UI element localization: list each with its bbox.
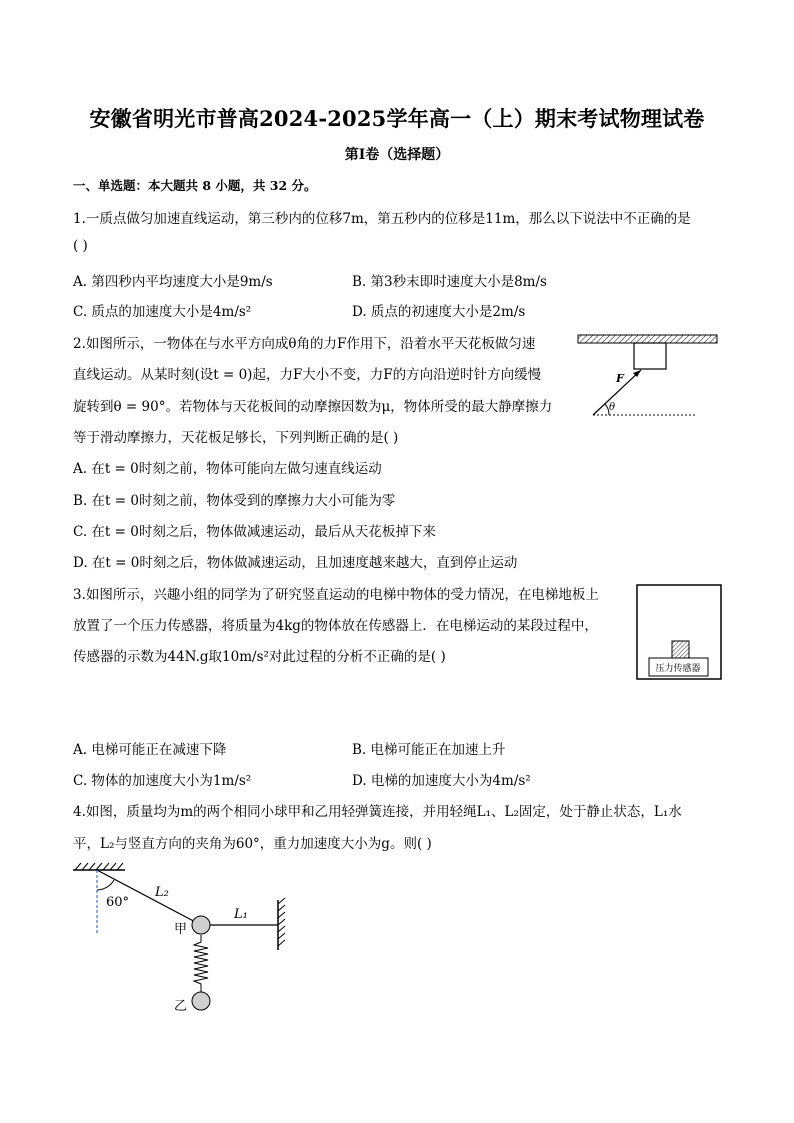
q2-ceiling-figure [575,330,720,425]
q1-option-c: C. 质点的加速度大小是4m/s² [73,304,252,320]
q3-stem-line1: 3.如图所示，兴趣小组的同学为了研究竖直运动的电梯中物体的受力情况，在电梯地板上 [73,587,599,603]
q1-stem-line2: ( ) [73,238,88,254]
l2-label: L₂ [155,885,169,900]
ball-jia [192,916,210,934]
q3-option-c: C. 物体的加速度大小为1m/s² [73,773,252,789]
force-label: F [616,372,624,385]
q2-option-c: C. 在t = 0时刻之后，物体做减速运动，最后从天花板掉下来 [73,524,436,540]
q1-option-d: D. 质点的初速度大小是2m/s [352,304,526,320]
q3-option-d: D. 电梯的加速度大小为4m/s² [352,773,531,789]
q2-option-b: B. 在t = 0时刻之前，物体受到的摩擦力大小可能为零 [73,493,396,509]
q2-stem-line4: 等于滑动摩擦力，天花板足够长，下列判断正确的是( ) [73,430,399,446]
jia-label: 甲 [174,922,188,937]
q3-stem-line3: 传感器的示数为44N.g取10m/s²对此过程的分析不正确的是( ) [73,649,446,665]
q3-option-a: A. 电梯可能正在减速下降 [73,742,227,758]
q2-option-d: D. 在t = 0时刻之后，物体做减速运动，且加速度越来越大，直到停止运动 [73,555,518,571]
ceiling-hatch [578,335,717,343]
q2-stem-line3: 旋转到θ = 90°。若物体与天花板间的动摩擦因数为μ，物体所受的最大静摩擦力 [73,399,553,415]
ceiling-hatch-marks [75,863,123,870]
q2-stem-line2: 直线运动。从某时刻(设t = 0)起，力F大小不变，力F的方向沿逆时针方向缓慢 [73,367,542,383]
mass-block [672,641,689,658]
q4-balls-figure [70,860,295,1015]
page-subtitle: 第Ⅰ卷（选择题） [344,147,450,163]
l1-label: L₁ [234,907,248,922]
q1-option-a: A. 第四秒内平均速度大小是9m/s [73,274,273,290]
ball-yi [192,992,210,1010]
spring [194,935,208,992]
theta-label: θ [609,402,616,413]
block [634,343,666,369]
yi-label: 乙 [174,999,188,1014]
q1-stem-line1: 1.一质点做匀加速直线运动，第三秒内的位移7m，第五秒内的位移是11m，那么以下说法中不正确的是 [73,211,691,227]
q4-stem-line2: 平，L₂与竖直方向的夹角为60°，重力加速度大小为g。则( ) [73,836,432,852]
sensor-label: 压力传感器 [655,664,701,674]
page-title: 安徽省明光市普高2024-2025学年高一（上）期末考试物理试卷 [89,106,705,131]
q2-stem-line1: 2.如图所示，一物体在与水平方向成θ角的力F作用下，沿着水平天花板做匀速 [73,336,536,352]
angle-label: 60° [106,895,130,910]
angle-arc [97,880,114,890]
q3-stem-line2: 放置了一个压力传感器，将质量为4kg的物体放在传感器上．在电梯运动的某段过程中， [73,618,598,634]
q3-option-b: B. 电梯可能正在加速上升 [352,742,506,758]
q4-stem-line1: 4.如图，质量均为m的两个相同小球甲和乙用轻弹簧连接，并用轻绳L₁、L₂固定，处于静止状态，L₁水 [73,804,682,820]
section-heading: 一、单选题：本大题共 8 小题，共 32 分。 [73,178,317,193]
wall-hatch-marks [278,898,285,946]
q1-option-b: B. 第3秒末即时速度大小是8m/s [352,274,547,290]
q2-option-a: A. 在t = 0时刻之前，物体可能向左做匀速直线运动 [73,461,382,477]
q3-elevator-figure [635,583,725,683]
